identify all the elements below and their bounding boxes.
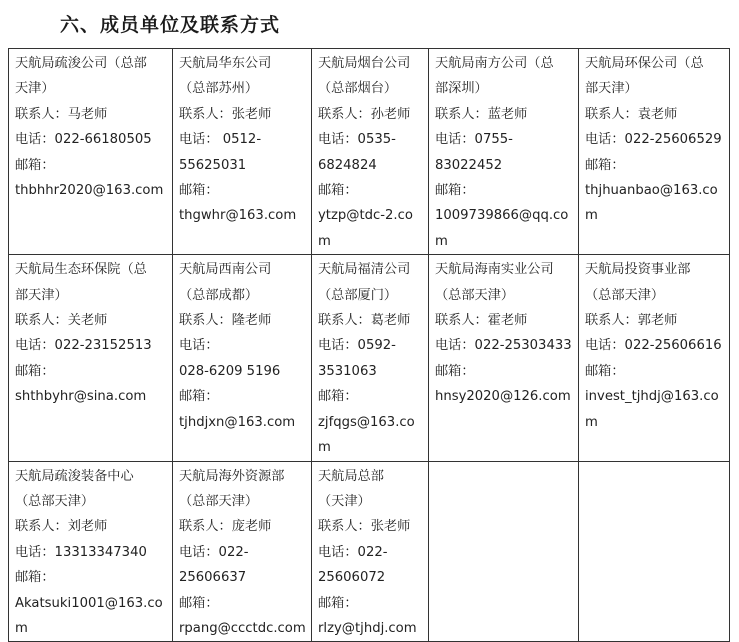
member-unit-cell: [579, 255, 730, 461]
contact-line: 25606072: [318, 570, 386, 586]
member-unit-cell: [173, 461, 312, 642]
contact-line: 电话：0535-: [318, 132, 396, 148]
contact-line: 电话：: [179, 338, 219, 354]
contact-line: 联系人：郭老师: [585, 313, 678, 329]
contact-line: 电话：13313347340: [15, 544, 147, 560]
contact-line: 部天津）: [585, 81, 638, 97]
contact-line: 部深圳）: [435, 81, 488, 97]
contact-line: （天津）: [318, 493, 371, 509]
contact-line: 电话：0592-: [318, 338, 396, 354]
unit-name-line: 天航局总部: [318, 468, 384, 484]
member-unit-cell: [9, 49, 173, 255]
contact-line: 电话：022-: [318, 544, 388, 560]
contact-line: zjfqgs@163.com: [318, 414, 415, 456]
contact-line: 联系人：庞老师: [179, 519, 272, 535]
empty-cell: [579, 461, 730, 642]
contact-line: （总部厦门）: [318, 287, 398, 303]
contact-line: 天津）: [15, 81, 55, 97]
unit-name-line: 天航局疏浚装备中心: [15, 468, 134, 484]
member-unit-cell: [9, 255, 173, 461]
unit-name-line: 天航局烟台公司: [318, 56, 411, 71]
contact-line: 邮箱：: [318, 183, 358, 199]
contact-line: （总部成都）: [179, 287, 259, 303]
contact-line: thgwhr@163.com: [179, 208, 297, 224]
contact-line: thjhuanbao@163.com: [585, 183, 718, 224]
member-unit-cell: [173, 49, 312, 255]
contact-line: 联系人：马老师: [15, 106, 108, 122]
contact-line: 邮箱：: [318, 389, 358, 405]
contact-line: 联系人：张老师: [318, 519, 411, 535]
member-unit-cell: [173, 255, 312, 461]
contact-line: 电话：022-: [179, 544, 249, 560]
unit-name-line: 天航局投资事业部: [585, 262, 691, 278]
contact-line: 邮箱：: [179, 183, 219, 199]
contact-line: （总部苏州）: [179, 81, 259, 97]
contact-line: 邮箱：: [15, 157, 55, 173]
contact-line: 联系人：刘老师: [15, 519, 108, 535]
unit-name-line: 天航局疏浚公司（总部: [15, 56, 147, 71]
contact-line: 联系人：关老师: [15, 313, 108, 329]
contact-line: 028-6209 5196: [179, 363, 281, 379]
contact-line: 6824824: [318, 157, 377, 173]
contact-line: 电话：022-25606616: [585, 338, 722, 354]
contact-line: ytzp@tdc-2.com: [318, 208, 413, 249]
table-row: [9, 461, 730, 642]
contact-line: 1009739866@qq.com: [435, 208, 569, 249]
contact-line: 邮箱：: [15, 363, 55, 379]
contact-line: 邮箱：: [318, 595, 358, 611]
contact-line: thbhhr2020@163.com: [15, 183, 164, 199]
member-unit-cell: [579, 49, 730, 255]
empty-cell: [429, 461, 579, 642]
contact-line: 电话：022-23152513: [15, 338, 152, 354]
unit-name-line: 天航局海外资源部: [179, 468, 285, 484]
member-unit-cell: [312, 255, 429, 461]
contact-line: （总部天津）: [585, 287, 665, 303]
contact-line: （总部天津）: [179, 493, 259, 509]
unit-name-line: 天航局生态环保院（总: [15, 262, 147, 278]
contact-line: 联系人：袁老师: [585, 106, 678, 122]
contact-line: 邮箱：: [435, 363, 475, 379]
contact-line: 联系人：霍老师: [435, 313, 528, 329]
member-unit-cell: [429, 49, 579, 255]
contact-line: 部天津）: [15, 287, 68, 303]
contact-line: 邮箱：: [179, 595, 219, 611]
table-row: [9, 255, 730, 461]
contact-line: 联系人：葛老师: [318, 313, 411, 329]
unit-name-line: 天航局西南公司: [179, 262, 272, 278]
contact-line: 邮箱：: [15, 570, 55, 586]
contact-line: 邮箱：: [435, 183, 475, 199]
unit-name-line: 天航局南方公司（总: [435, 56, 554, 71]
contact-line: 电话：022-25606529: [585, 132, 722, 148]
contact-line: Akatsuki1001@163.com: [15, 595, 163, 636]
member-unit-cell: [429, 255, 579, 461]
contact-line: 联系人：隆老师: [179, 313, 272, 329]
contact-line: invest_tjhdj@163.com: [585, 389, 719, 430]
unit-name-line: 天航局华东公司: [179, 56, 272, 71]
contact-line: 83022452: [435, 157, 503, 173]
contact-line: 联系人：蓝老师: [435, 106, 528, 122]
unit-name-line: 天航局福清公司: [318, 262, 411, 278]
table-row: [9, 49, 730, 255]
contact-line: （总部天津）: [435, 287, 515, 303]
section-title: 六、成员单位及联系方式: [60, 14, 281, 36]
member-unit-cell: [312, 461, 429, 642]
contact-line: tjhdjxn@163.com: [179, 414, 296, 430]
contact-line: 25606637: [179, 570, 247, 586]
unit-name-line: 天航局环保公司（总: [585, 56, 704, 71]
member-contact-table: [8, 48, 730, 642]
contact-line: hnsy2020@126.com: [435, 389, 571, 405]
contact-line: （总部天津）: [15, 493, 95, 509]
contact-line: 邮箱：: [179, 389, 219, 405]
contact-line: 55625031: [179, 157, 247, 173]
member-unit-cell: [312, 49, 429, 255]
member-unit-cell: [9, 461, 173, 642]
contact-line: （总部烟台）: [318, 81, 398, 97]
unit-name-line: 天航局海南实业公司: [435, 262, 554, 278]
contact-line: 电话：022-25303433: [435, 338, 572, 354]
contact-line: 联系人：张老师: [179, 106, 272, 122]
contact-line: 邮箱：: [585, 363, 625, 379]
contact-line: shthbyhr@sina.com: [15, 389, 147, 405]
contact-line: 3531063: [318, 363, 377, 379]
contact-line: rlzy@tjhdj.com: [318, 620, 417, 636]
contact-line: 电话： 0512-: [179, 132, 262, 148]
contact-line: rpang@ccctdc.com: [179, 620, 306, 636]
contact-line: 电话：0755-: [435, 132, 513, 148]
contact-line: 电话：022-66180505: [15, 132, 152, 148]
contact-line: 联系人：孙老师: [318, 106, 411, 122]
contact-line: 邮箱：: [585, 157, 625, 173]
